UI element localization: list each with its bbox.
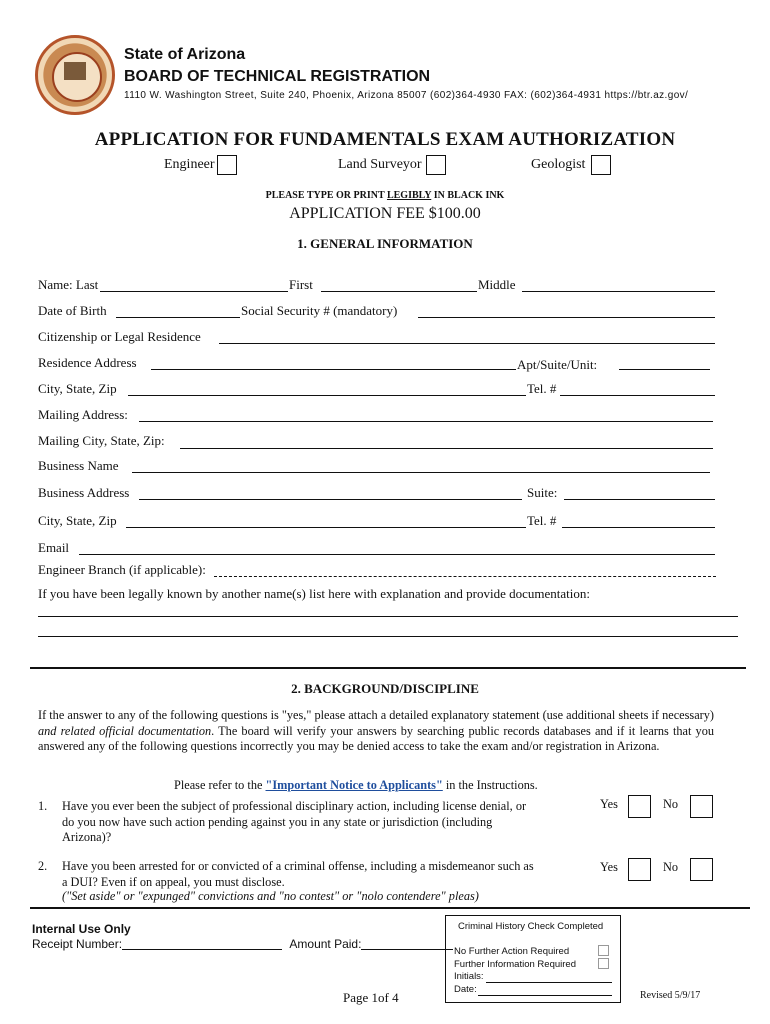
name-last-label: Name: Last <box>38 277 99 292</box>
refer-notice: Please refer to the "Important Notice to Applicants" in the Instructions. <box>174 778 538 792</box>
city-state-zip-label: City, State, Zip <box>38 381 117 396</box>
q2-number: 2. <box>38 859 48 873</box>
header-address: 1110 W. Washington Street, Suite 240, Phoenix, Arizona 85007 (602)364-4930 FAX: (602)364-4931 https://btr.az.gov/ <box>124 90 689 101</box>
initials-field[interactable] <box>486 982 612 983</box>
q2-no-checkbox[interactable] <box>690 858 713 881</box>
email-label: Email <box>38 540 70 555</box>
date-label: Date: <box>454 984 477 995</box>
section-divider <box>30 667 746 669</box>
engineer-label: Engineer <box>164 157 215 172</box>
seal-emblem <box>64 62 86 80</box>
land-surveyor-label: Land Surveyor <box>338 157 422 172</box>
background-intro: If the answer to any of the following questions is "yes," please attach a detailed explanatory statement (use additional sheets if necessary) and related official documentation. The board will verify your answers by searching public records databases and if it learns that you answered any of the following questions incorrectly you may be denied access to take the exam and/or registration in Arizona. <box>38 708 714 753</box>
mailing-address-label: Mailing Address: <box>38 407 128 422</box>
ssn-label: Social Security # (mandatory) <box>241 303 398 318</box>
page-number: Page 1of 4 <box>343 990 399 1005</box>
name-first-label: First <box>289 277 313 292</box>
amount-field[interactable] <box>361 949 453 950</box>
q1-yes-checkbox[interactable] <box>628 795 651 818</box>
business-tel-label: Tel. # <box>527 513 557 528</box>
q2-note: ("Set aside" or "expunged" convictions and "no contest" or "nolo contendere" pleas) <box>62 889 479 903</box>
q1-text: Have you ever been the subject of professional disciplinary action, including license denial, or do you now have such action pending against you in any state or jurisdiction (including Arizona)? <box>62 799 527 844</box>
geologist-label: Geologist <box>531 157 586 172</box>
email-field[interactable] <box>79 554 715 555</box>
engineer-branch-label: Engineer Branch (if applicable): <box>38 562 206 577</box>
criminal-history-title: Criminal History Check Completed <box>458 921 604 932</box>
apt-field[interactable] <box>619 369 710 370</box>
amount-label: Amount Paid: <box>289 937 362 951</box>
q1-yes-label: Yes <box>600 797 618 811</box>
name-middle-label: Middle <box>478 277 516 292</box>
page-title: APPLICATION FOR FUNDAMENTALS EXAM AUTHORIZATION <box>94 129 676 150</box>
arizona-seal-logo <box>35 35 115 115</box>
internal-receipt-row <box>32 937 453 951</box>
receipt-field[interactable] <box>122 949 282 950</box>
q2-no-label: No <box>663 860 679 874</box>
header-state: State of Arizona <box>124 46 246 63</box>
mailing-address-field[interactable] <box>139 421 713 422</box>
application-fee: APPLICATION FEE $100.00 <box>289 205 481 222</box>
citizenship-label: Citizenship or Legal Residence <box>38 329 201 344</box>
important-notice-link[interactable]: "Important Notice to Applicants" <box>265 778 443 792</box>
internal-use-title: Internal Use Only <box>32 922 131 936</box>
business-address-field[interactable] <box>139 499 522 500</box>
mailing-city-field[interactable] <box>180 448 713 449</box>
q2-yes-checkbox[interactable] <box>628 858 651 881</box>
suite-label: Suite: <box>527 485 558 500</box>
section-1-heading: 1. GENERAL INFORMATION <box>297 236 473 251</box>
residence-address-field[interactable] <box>151 369 516 370</box>
other-names-label: If you have been legally known by another name(s) list here with explanation and provide documentation: <box>38 586 590 601</box>
geologist-checkbox[interactable] <box>591 155 611 175</box>
ink-notice: PLEASE TYPE OR PRINT LEGIBLY IN BLACK INK <box>265 190 505 201</box>
section-2-heading: 2. BACKGROUND/DISCIPLINE <box>291 681 479 696</box>
criminal-history-box <box>445 915 621 1003</box>
tel-label: Tel. # <box>527 381 557 396</box>
no-further-checkbox[interactable] <box>598 945 609 956</box>
no-further-label: No Further Action Required <box>454 946 570 957</box>
q2-yes-label: Yes <box>600 860 618 874</box>
name-middle-field[interactable] <box>522 291 715 292</box>
initials-label: Initials: <box>454 971 484 982</box>
citizenship-field[interactable] <box>219 343 715 344</box>
apt-label: Apt/Suite/Unit: <box>517 357 598 372</box>
name-first-field[interactable] <box>321 291 477 292</box>
q1-no-label: No <box>663 797 679 811</box>
business-tel-field[interactable] <box>562 527 715 528</box>
name-last-field[interactable] <box>100 291 288 292</box>
internal-divider <box>30 907 750 909</box>
header-board: BOARD OF TECHNICAL REGISTRATION <box>124 68 431 85</box>
tel-field[interactable] <box>560 395 715 396</box>
revised-date: Revised 5/9/17 <box>640 990 701 1001</box>
land-surveyor-checkbox[interactable] <box>426 155 446 175</box>
business-name-label: Business Name <box>38 458 119 473</box>
q1-no-checkbox[interactable] <box>690 795 713 818</box>
business-city-label: City, State, Zip <box>38 513 117 528</box>
dob-label: Date of Birth <box>38 303 107 318</box>
engineer-checkbox[interactable] <box>217 155 237 175</box>
business-address-label: Business Address <box>38 485 130 500</box>
further-info-checkbox[interactable] <box>598 958 609 969</box>
q2-text: Have you been arrested for or convicted of a criminal offense, including a misdemeanor such as a DUI? Even if on appeal, you must disclose. <box>62 859 534 889</box>
further-info-label: Further Information Required <box>454 959 576 970</box>
other-names-line-2[interactable] <box>38 636 738 637</box>
city-state-zip-field[interactable] <box>128 395 526 396</box>
other-names-line-1[interactable] <box>38 616 738 617</box>
receipt-label: Receipt Number: <box>32 937 123 951</box>
business-name-field[interactable] <box>132 472 710 473</box>
residence-address-label: Residence Address <box>38 355 137 370</box>
date-field[interactable] <box>478 995 612 996</box>
dob-field[interactable] <box>116 317 240 318</box>
engineer-branch-field[interactable] <box>214 576 716 577</box>
business-city-field[interactable] <box>126 527 526 528</box>
ssn-field[interactable] <box>418 317 715 318</box>
mailing-city-label: Mailing City, State, Zip: <box>38 433 165 448</box>
q1-number: 1. <box>38 799 48 813</box>
suite-field[interactable] <box>564 499 715 500</box>
